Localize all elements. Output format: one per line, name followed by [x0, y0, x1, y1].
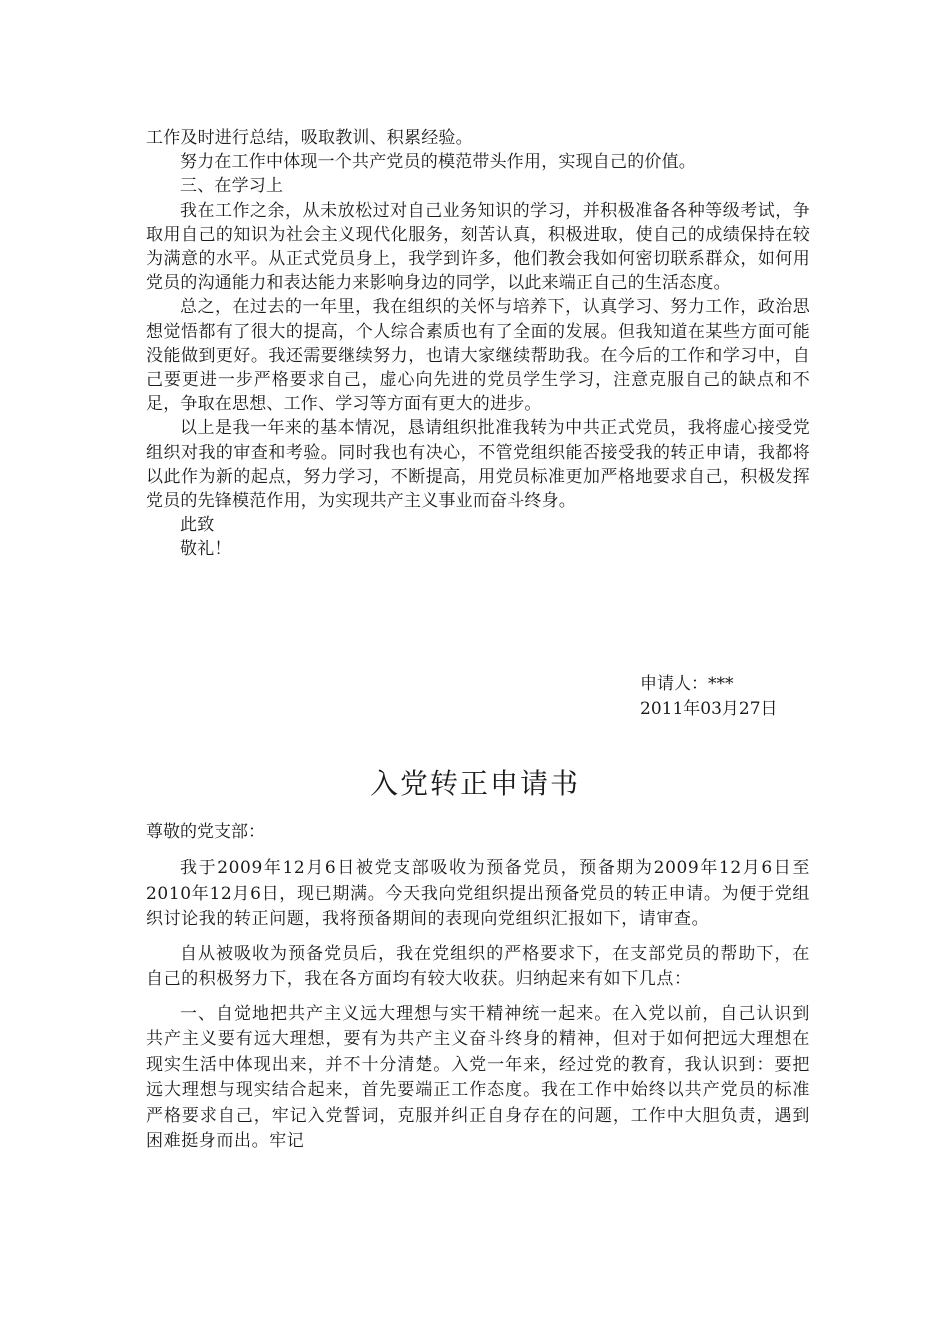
salutation: 尊敬的党支部：	[146, 822, 265, 842]
closing-phrase: 此致	[180, 515, 215, 536]
application-paragraph: 我于2009年12月6日被党支部吸收为预备党员，预备期为2009年12月6日至2010年12月6日，现已期满。今天我向党组织提出预备党员的转正申请。为便于党组织讨论我的转正问题，我将预备期间的表现向党组织汇报如下，请审查。	[146, 858, 810, 929]
letter-paragraph: 工作及时进行总结，吸取教训、积累经验。	[146, 128, 473, 148]
application-paragraph: 一、自觉地把共产主义远大理想与实干精神统一起来。在入党以前，自己认识到共产主义要有远大理想，要有为共产主义奋斗终身的精神，但对于如何把远大理想在现实生活中体现出来，并不十分清楚。入党一年来，经过党的教育，我认识到：要把远大理想与现实结合起来，首先要端正工作态度。我在工作中始终以共产党员的标准严格要求自己，牢记入党誓词，克服并纠正自身存在的问题，工作中大胆负责，遇到困难挺身而出。牢记	[146, 1003, 810, 1151]
applicant-signature: 申请人：***	[640, 674, 734, 694]
letter-paragraph: 总之，在过去的一年里，我在组织的关怀与培养下，认真学习、努力工作，政治思想觉悟都有了很大的提高，个人综合素质也有了全面的发展。但我知道在某些方面可能没能做到更好。我还需要继续努力，也请大家继续帮助我。在今后的工作和学习中，自己要更进一步严格要求自己，虚心向先进的党员学生学习，注意克服自己的缺点和不足，争取在思想、工作、学习等方面有更大的进步。	[146, 297, 810, 415]
letter-paragraph: 努力在工作中体现一个共产党员的模范带头作用，实现自己的价值。	[180, 152, 696, 173]
signature-date: 2011年03月27日	[640, 699, 778, 719]
letter-paragraph: 以上是我一年来的基本情况，恳请组织批准我转为中共正式党员，我将虚心接受党组织对我的审查和考验。同时我也有决心，不管党组织能否接受我的转正申请，我都将以此作为新的起点，努力学习，不断提高，用党员标准更加严格地要求自己，积极发挥党员的先锋模范作用，为实现共产主义事业而奋斗终身。	[146, 418, 810, 512]
section-heading-study: 三、在学习上	[180, 176, 284, 197]
previous-letter-body	[146, 126, 810, 562]
letter-paragraph: 我在工作之余，从未放松过对自己业务知识的学习，并积极准备各种等级考试，争取用自己的知识为社会主义现代化服务，刻苦认真，积极进取，使自己的成绩保持在较为满意的水平。从正式党员身上，我学到许多，他们教会我如何密切联系群众，如何用党员的沟通能力和表达能力来影响身边的同学，以此来端正自己的生活态度。	[146, 200, 810, 294]
application-paragraph: 自从被吸收为预备党员后，我在党组织的严格要求下，在支部党员的帮助下，在自己的积极努力下，我在各方面均有较大收获。归纳起来有如下几点：	[146, 943, 810, 989]
application-body	[146, 856, 810, 1155]
closing-salute: 敬礼！	[180, 539, 232, 560]
document-title: 入党转正申请书	[369, 767, 580, 800]
